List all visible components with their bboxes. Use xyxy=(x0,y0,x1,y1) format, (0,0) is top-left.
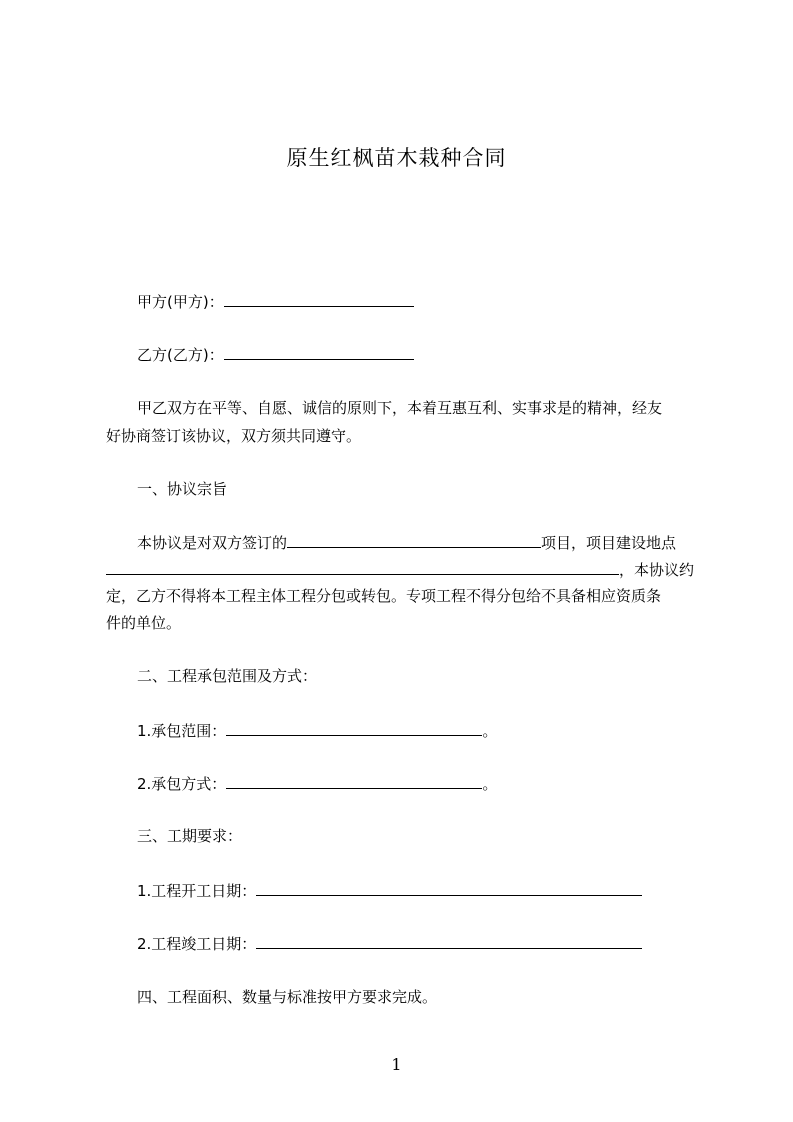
method-blank[interactable] xyxy=(226,773,482,789)
s1-line-2 xyxy=(106,559,694,580)
party-a-blank[interactable] xyxy=(224,291,414,307)
section3-heading: 三、工期要求： xyxy=(137,827,243,845)
page-number: 1 xyxy=(391,1055,402,1074)
scope-end: 。 xyxy=(482,722,498,740)
s1-line1-suffix: 项目，项目建设地点 xyxy=(541,534,677,552)
intro-line-2: 好协商签订该协议，双方须共同遵守。 xyxy=(106,427,362,445)
scope-blank[interactable] xyxy=(226,720,482,736)
start-date-line xyxy=(137,880,642,901)
method-line xyxy=(137,773,497,794)
method-end: 。 xyxy=(482,775,498,793)
s1-line1-prefix: 本协议是对双方签订的 xyxy=(137,534,288,552)
scope-label: 1.承包范围： xyxy=(137,722,227,740)
s1-line-4: 件的单位。 xyxy=(106,614,182,632)
section2-heading: 二、工程承包范围及方式： xyxy=(137,667,318,685)
party-b-blank[interactable] xyxy=(224,344,414,360)
party-a-line xyxy=(137,291,414,312)
start-date-blank[interactable] xyxy=(256,880,642,896)
section1-heading: 一、协议宗旨 xyxy=(137,480,228,498)
start-date-label: 1.工程开工日期： xyxy=(137,882,257,900)
section4-heading: 四、工程面积、数量与标准按甲方要求完成。 xyxy=(137,988,438,1006)
s1-line-1 xyxy=(137,532,676,553)
s1-line2-suffix: ，本协议约 xyxy=(619,561,695,579)
end-date-label: 2.工程竣工日期： xyxy=(137,935,257,953)
intro-line-1: 甲乙双方在平等、自愿、诚信的原则下，本着互惠互利、实事求是的精神，经友 xyxy=(137,399,663,417)
project-location-blank[interactable] xyxy=(106,559,619,575)
scope-line xyxy=(137,720,497,741)
end-date-blank[interactable] xyxy=(256,933,642,949)
party-a-label: 甲方(甲方)： xyxy=(137,293,224,311)
project-name-blank[interactable] xyxy=(287,532,541,548)
method-label: 2.承包方式： xyxy=(137,775,227,793)
document-title: 原生红枫苗木栽种合同 xyxy=(286,146,507,170)
party-b-line xyxy=(137,344,414,365)
end-date-line xyxy=(137,933,642,954)
party-b-label: 乙方(乙方)： xyxy=(137,346,224,364)
s1-line-3: 定，乙方不得将本工程主体工程分包或转包。专项工程不得分包给不具备相应资质条 xyxy=(106,587,662,605)
